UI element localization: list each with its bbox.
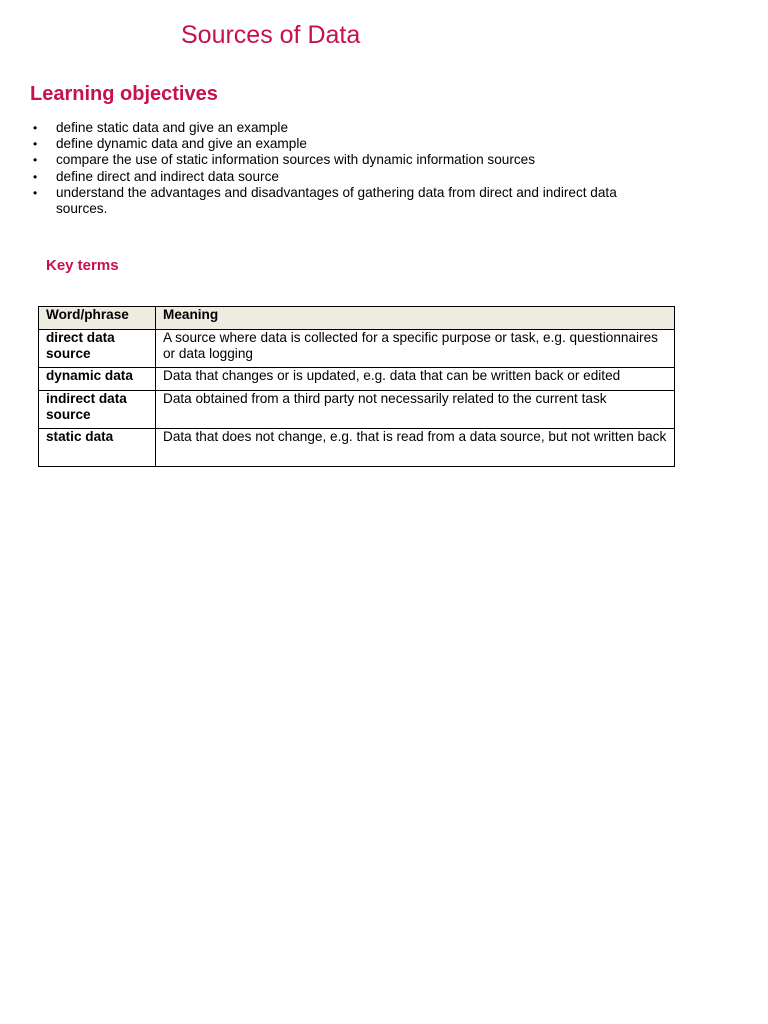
table-row (39, 330, 675, 368)
column-header-meaning: Meaning (156, 307, 675, 330)
term-cell: dynamic data (39, 368, 156, 391)
bullet-icon: • (33, 121, 38, 135)
bullet-icon: • (33, 169, 38, 184)
list-item (30, 152, 670, 168)
key-terms-table (38, 306, 675, 467)
objective-text: define static data and give an example (56, 120, 289, 135)
list-item (30, 185, 670, 217)
objective-text: understand the advantages and disadvantages of gathering data from direct and indirect data sources. (56, 184, 617, 217)
list-item (30, 169, 670, 185)
meaning-cell: Data that changes or is updated, e.g. data that can be written back or edited (156, 368, 675, 391)
meaning-cell: Data that does not change, e.g. that is read from a data source, but not written back (156, 429, 675, 467)
table-row (39, 391, 675, 429)
term-cell: direct data source (39, 330, 156, 368)
learning-objectives-list (30, 120, 670, 217)
objective-text: compare the use of static information sources with dynamic information sources (56, 152, 536, 168)
bullet-icon: • (33, 137, 38, 152)
table-row (39, 368, 675, 391)
table-header-row (39, 307, 675, 330)
objective-text: define dynamic data and give an example (56, 136, 307, 152)
bullet-icon: • (33, 185, 38, 200)
bullet-icon: • (33, 153, 38, 168)
list-item (30, 120, 670, 136)
list-item (30, 136, 670, 152)
column-header-word: Word/phrase (39, 307, 156, 330)
key-terms-heading: Key terms (46, 257, 119, 274)
page-title: Sources of Data (181, 21, 361, 49)
learning-objectives-heading: Learning objectives (30, 83, 218, 105)
table-row (39, 429, 675, 467)
term-cell: indirect data source (39, 391, 156, 429)
meaning-cell: Data obtained from a third party not necessarily related to the current task (156, 391, 675, 429)
meaning-cell: A source where data is collected for a specific purpose or task, e.g. questionnaires or data logging (156, 330, 675, 368)
objective-text: define direct and indirect data source (56, 168, 279, 184)
term-cell: static data (39, 429, 156, 467)
